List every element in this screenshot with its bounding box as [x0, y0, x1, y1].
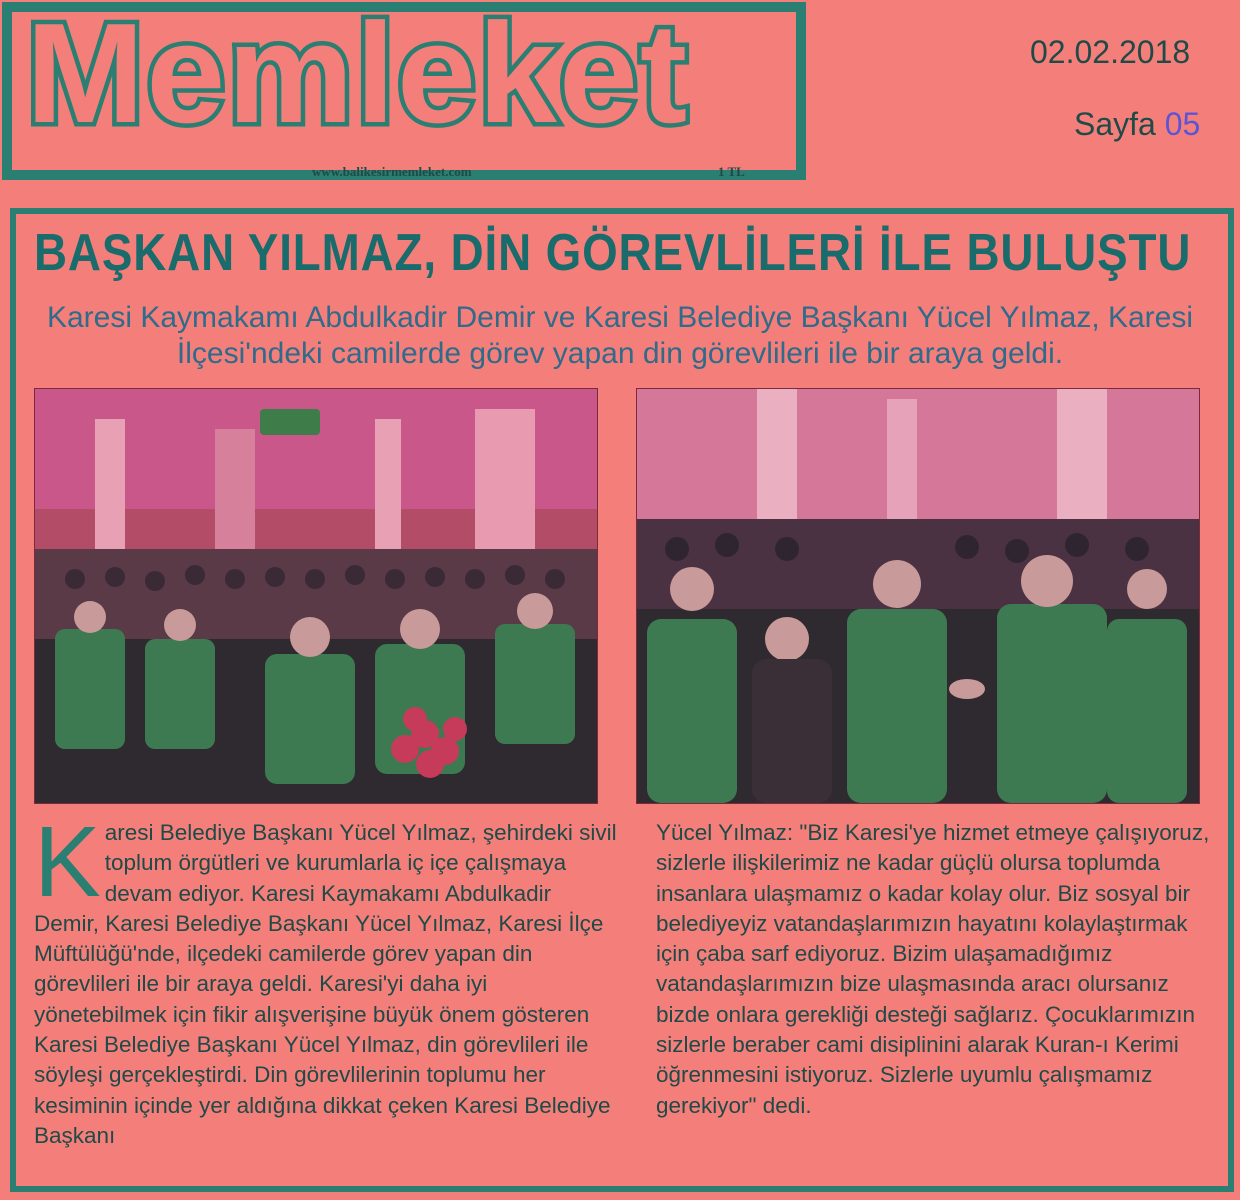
- article-subtitle: Karesi Kaymakamı Abdulkadir Demir ve Karesi Belediye Başkanı Yücel Yılmaz, Karesi İlçesi'ndeki camilerde görev yapan din görevlileri ile bir araya geldi.: [46, 301, 1194, 370]
- greeting-photo: [636, 388, 1200, 804]
- masthead: [2, 2, 806, 180]
- drop-cap: K: [34, 806, 101, 918]
- article-body-left: [34, 806, 618, 1151]
- article-body-right: [656, 818, 1226, 1121]
- greeting-photo-illustration: [637, 389, 1199, 803]
- article-headline: BAŞKAN YILMAZ, DİN GÖREVLİLERİ İLE BULUŞTU: [34, 224, 1192, 282]
- audience-photo-illustration: [35, 389, 597, 803]
- audience-photo: [34, 388, 598, 804]
- body-right-text: Yücel Yılmaz: "Biz Karesi'ye hizmet etmeye çalışıyoruz, sizlerle ilişkilerimiz ne kadar güçlü olursa toplumda insanlara ulaşmamız o kadar kolay olur. Biz sosyal bir belediyeyiz vatandaşlarımızın hayatını kolaylaştırmak için çaba sarf ediyoruz. Bizim ulaşamadığımız vatandaşlarımızın bize ulaşmasında aracı olursanız bizde onlara gerekliği desteği sağlarız. Çocuklarımızın sizlerle beraber cami disiplinini alarak Kuran-ı Kerimi öğrenmesini istiyoruz. Sizlerle uyumlu çalışmamız gerekiyor" dedi.: [656, 820, 1210, 1118]
- newspaper-logo: Memleket: [26, 0, 690, 153]
- page-label: Sayfa: [1074, 106, 1156, 142]
- page-indicator: [1074, 106, 1200, 143]
- page-number: 05: [1164, 106, 1201, 142]
- price: 1 TL: [718, 164, 745, 179]
- article-paragraph-left: [34, 806, 618, 1151]
- body-left-text: aresi Belediye Başkanı Yücel Yılmaz, şehirdeki sivil toplum örgütleri ve kurumlarla iç içe çalışmaya devam ediyor. Karesi Kaymakamı Abdulkadir Demir, Karesi Belediye Başkanı Yücel Yılmaz, Karesi İlçe Müftülüğü'nde, ilçedeki camilerde görev yapan din görevlileri ile bir araya geldi. Karesi'yi daha iyi yönetebilmek için fikir alışverişine büyük önem gösteren Karesi Belediye Başkanı Yücel Yılmaz, din görevlileri ile söyleşi gerçekleştirdi. Din görevlilerinin toplumu her kesiminin içinde yer aldığına dikkat çeken Karesi Belediye Başkanı: [34, 820, 617, 1148]
- website-url: www.balikesirmemleket.com: [312, 164, 472, 179]
- issue-date: 02.02.2018: [1030, 34, 1191, 70]
